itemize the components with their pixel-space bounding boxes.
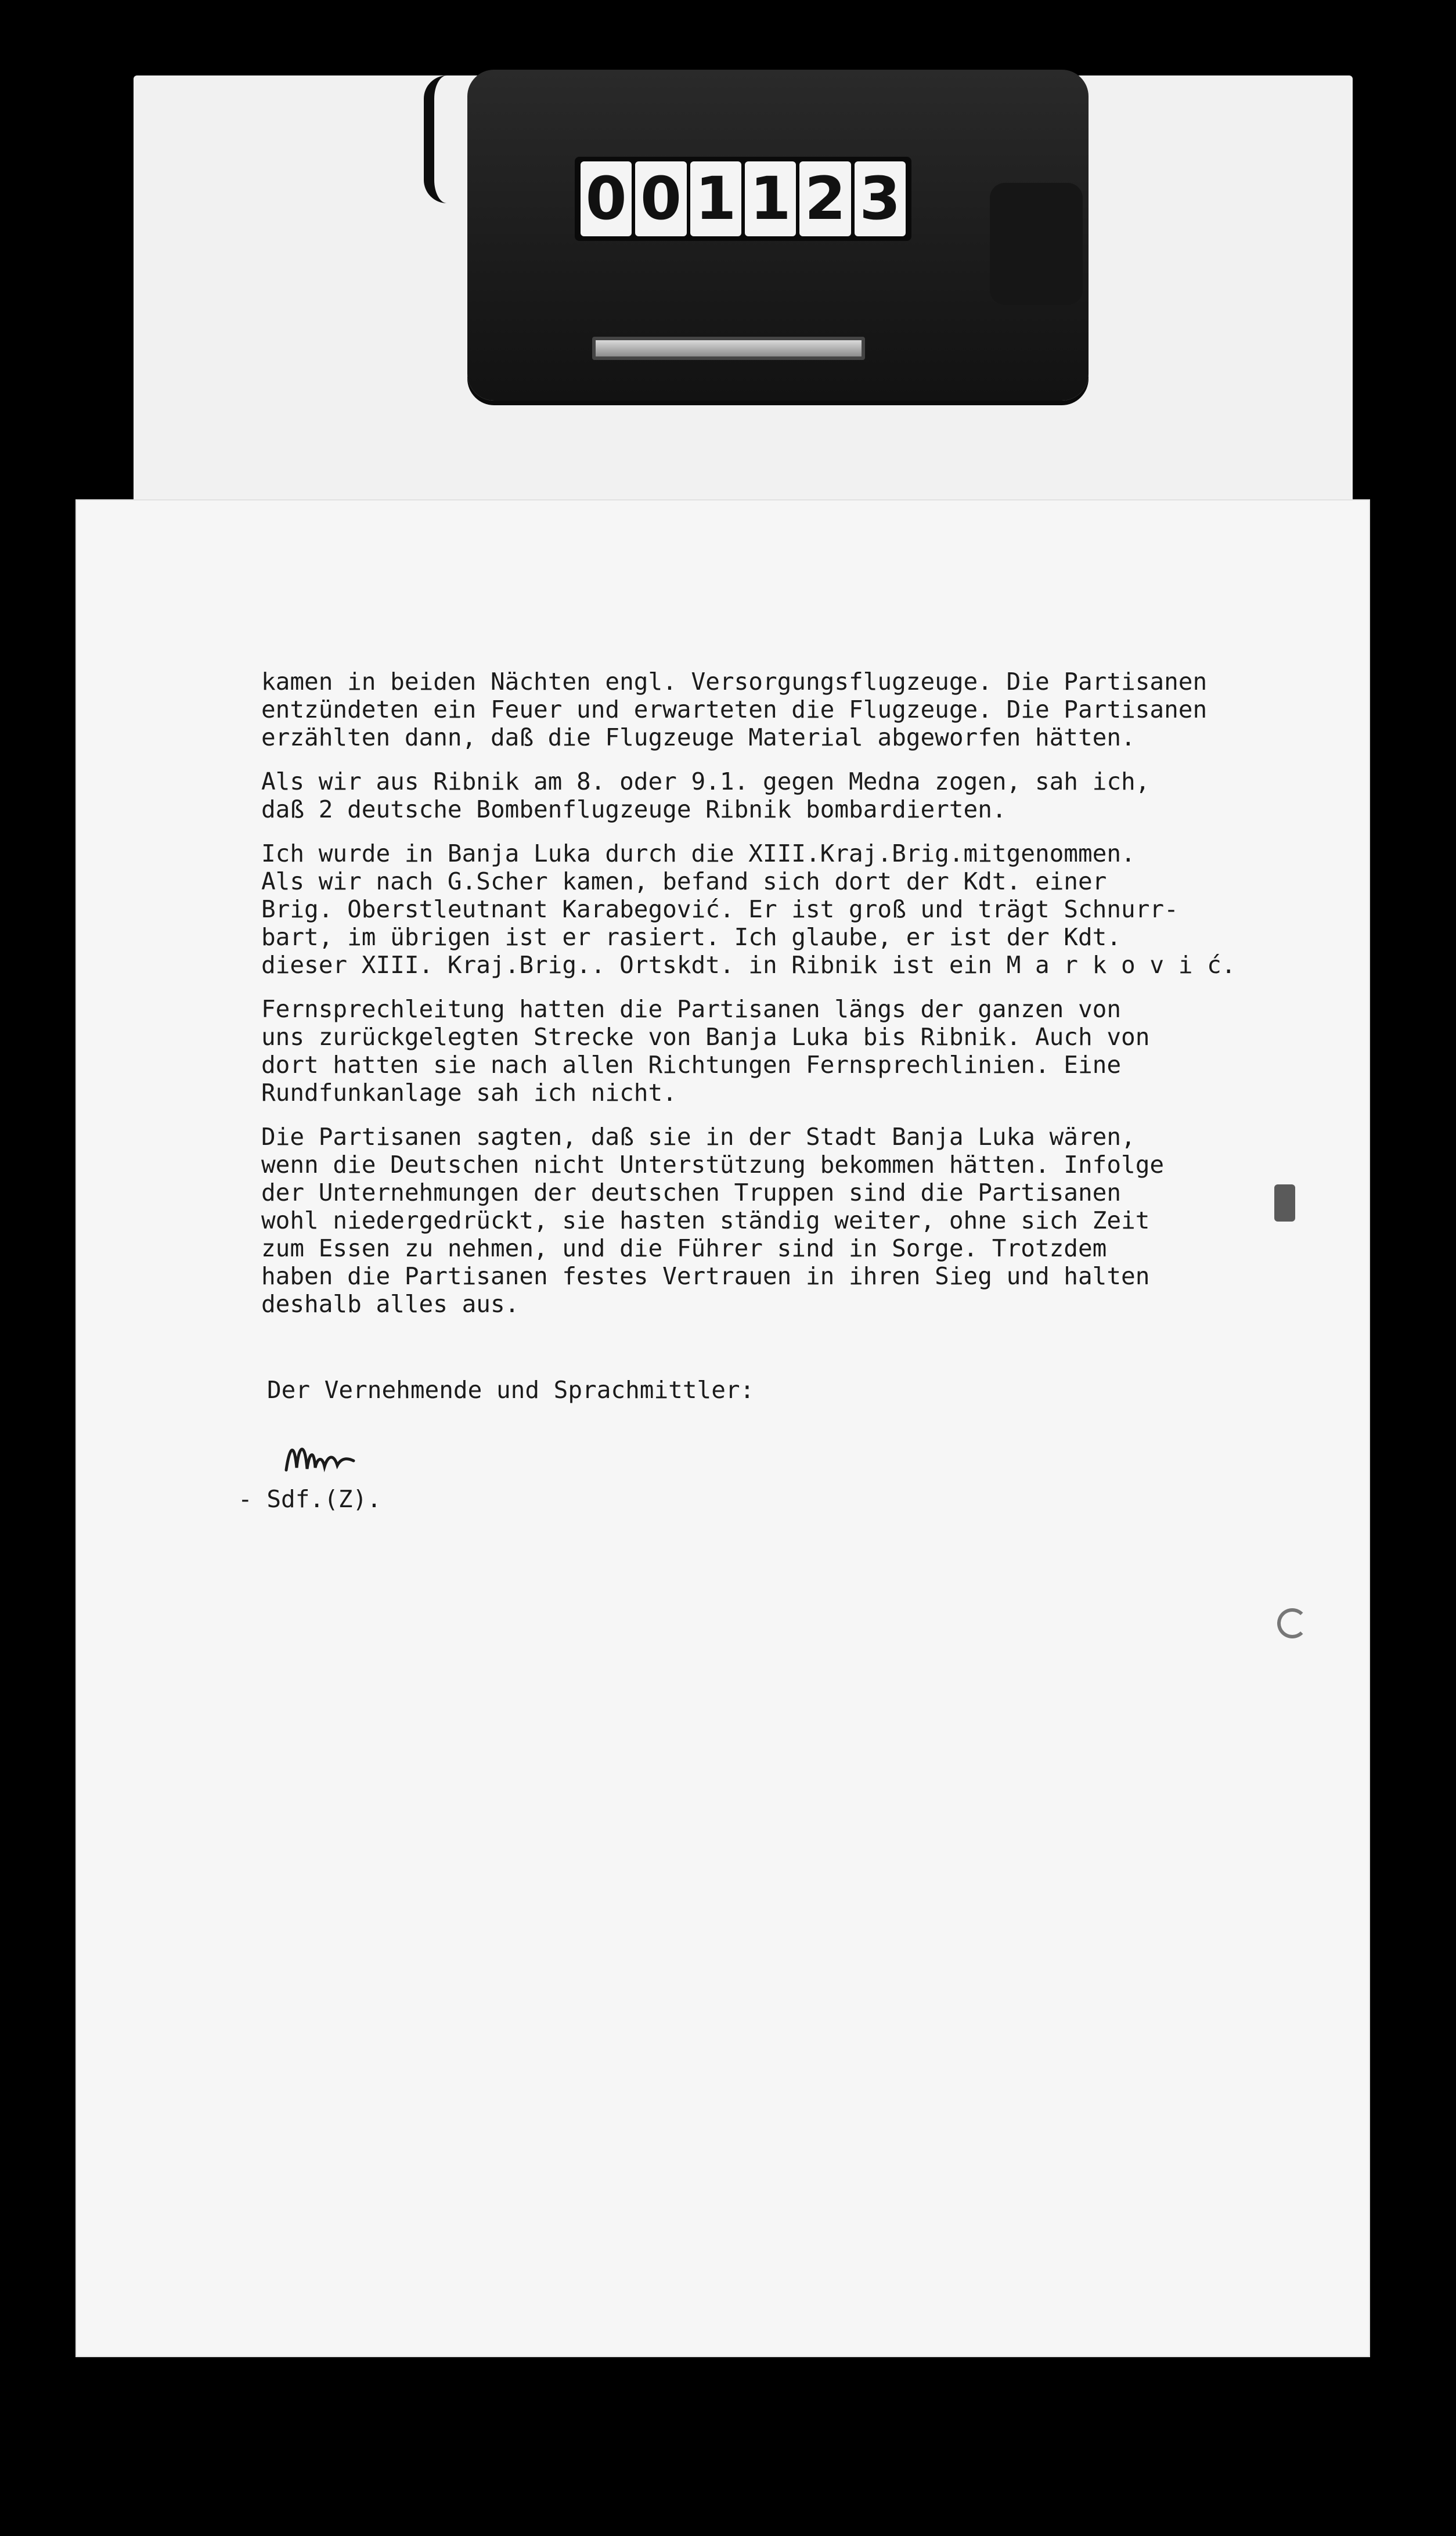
text-line: Die Partisanen sagten, daß sie in der Stadt Banja Luka wären,	[261, 1123, 1136, 1151]
paragraph	[261, 668, 1277, 751]
text-line: dieser XIII. Kraj.Brig.. Ortskdt. in Ribnik ist ein M a r k o v i ć.	[261, 951, 1236, 979]
counter-slot	[592, 337, 865, 360]
counter-digit: 2	[799, 161, 850, 236]
counter-digit: 1	[745, 161, 796, 236]
text-line: Rundfunkanlage sah ich nicht.	[261, 1079, 677, 1107]
paragraph	[261, 1123, 1277, 1318]
text-line: wenn die Deutschen nicht Unterstützung bekommen hätten. Infolge	[261, 1151, 1165, 1179]
text-line: Als wir nach G.Scher kamen, befand sich dort der Kdt. einer	[261, 867, 1107, 895]
counter-digit: 1	[690, 161, 741, 236]
paragraph	[261, 995, 1277, 1107]
text-line: daß 2 deutsche Bombenflugzeuge Ribnik bombardierten.	[261, 795, 1007, 823]
counter-digit: 0	[635, 161, 686, 236]
document-body	[261, 668, 1277, 1334]
counter-digit: 3	[855, 161, 906, 236]
counter-knob	[990, 183, 1083, 305]
counter-digits	[575, 157, 911, 241]
text-line: der Unternehmungen der deutschen Truppen sind die Partisanen	[261, 1179, 1122, 1206]
text-line: Als wir aus Ribnik am 8. oder 9.1. gegen Medna zogen, sah ich,	[261, 768, 1150, 795]
text-line: bart, im übrigen ist er rasiert. Ich glaube, er ist der Kdt.	[261, 923, 1122, 951]
text-line: kamen in beiden Nächten engl. Versorgungsflugzeuge. Die Partisanen	[261, 668, 1208, 696]
paper-mark	[1277, 1608, 1307, 1638]
text-line: wohl niedergedrückt, sie hasten ständig weiter, ohne sich Zeit	[261, 1206, 1150, 1234]
text-line: erzählten dann, daß die Flugzeuge Material abgeworfen hätten.	[261, 723, 1136, 751]
text-line: Fernsprechleitung hatten die Partisanen längs der ganzen von	[261, 995, 1122, 1023]
text-line: Ich wurde in Banja Luka durch die XIII.Kraj.Brig.mitgenommen.	[261, 840, 1136, 867]
text-line: entzündeten ein Feuer und erwarteten die Flugzeuge. Die Partisanen	[261, 696, 1208, 723]
text-line: zum Essen zu nehmen, und die Führer sind in Sorge. Trotzdem	[261, 1234, 1107, 1262]
paragraph	[261, 768, 1277, 823]
paper-clip-mark	[1274, 1184, 1295, 1222]
text-line: dort hatten sie nach allen Richtungen Fernsprechlinien. Eine	[261, 1051, 1122, 1079]
text-line: uns zurückgelegten Strecke von Banja Luka bis Ribnik. Auch von	[261, 1023, 1150, 1051]
paragraph	[261, 840, 1277, 979]
closing-line: Der Vernehmende und Sprachmittler:	[267, 1376, 755, 1404]
handwritten-signature	[282, 1434, 357, 1480]
counter-digit: 0	[581, 161, 632, 236]
text-line: haben die Partisanen festes Vertrauen in ihren Sieg und halten	[261, 1262, 1150, 1290]
text-line: Brig. Oberstleutnant Karabegović. Er ist groß und trägt Schnurr-	[261, 895, 1179, 923]
text-line: deshalb alles aus.	[261, 1290, 520, 1318]
rank-line: - Sdf.(Z).	[238, 1485, 381, 1513]
